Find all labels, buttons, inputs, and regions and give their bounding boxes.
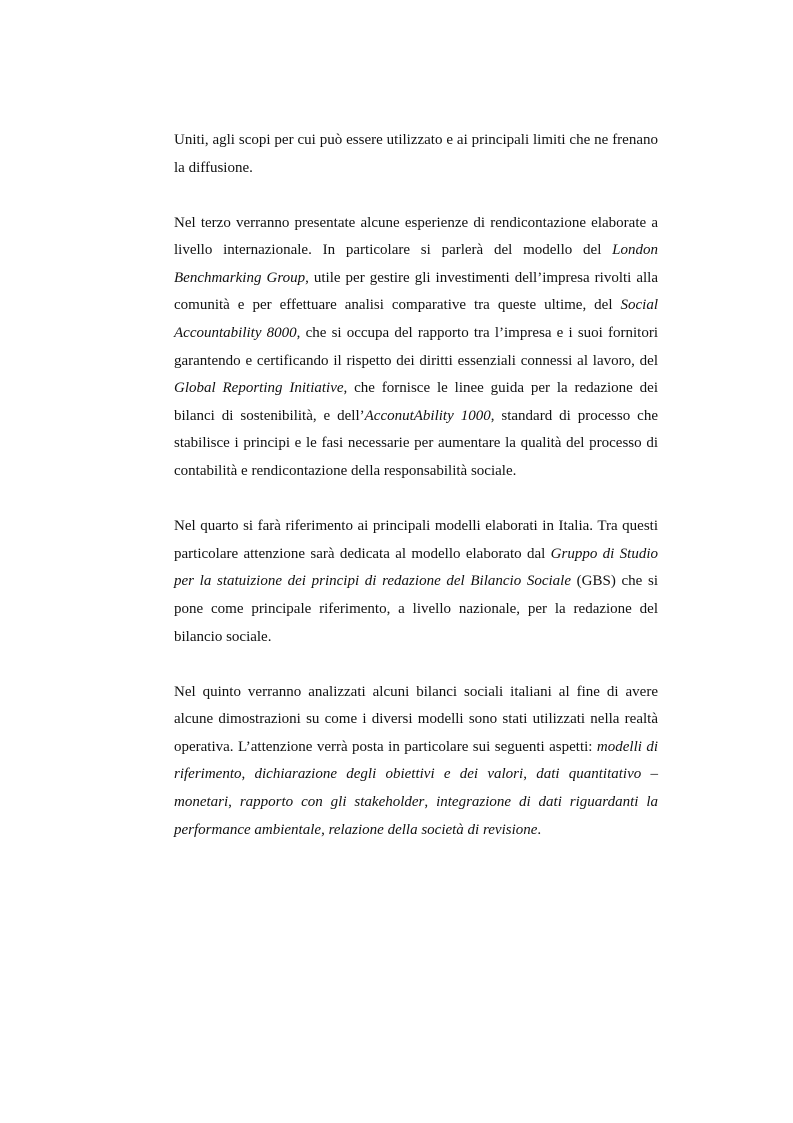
- text-segment: , standard di processo che stabilisce i principi e le fasi necessarie per aumentare la qualità del processo di contabilità e rendicontazione della responsabilità sociale.: [174, 407, 658, 480]
- text-segment: ,: [241, 766, 255, 783]
- text-segment: , che si occupa del rapporto tra l’impresa e i suoi fornitori garantendo e certificando il rispetto dei diritti essenziali connessi al lavoro, del: [174, 325, 659, 369]
- italic-term: London Benchmarking Group: [174, 242, 658, 286]
- italic-term: AcconutAbility 1000: [364, 407, 491, 424]
- text-segment: ,: [228, 793, 240, 810]
- italic-term: modelli di riferimento: [174, 738, 658, 783]
- text-segment: Uniti, agli scopi per cui può essere utilizzato e ai principali limiti che ne frenano la diffusione.: [174, 132, 658, 176]
- italic-term: Social Accountability 8000: [174, 297, 658, 342]
- paragraph-spacer: [174, 182, 658, 210]
- text-segment: (GBS) che si pone come principale riferimento, a livello nazionale, per la redazione del bilancio sociale.: [174, 573, 658, 645]
- italic-term: Gruppo di Studio per la statuizione dei principi di redazione del Bilancio Sociale: [174, 545, 658, 590]
- text-segment: Nel terzo verranno presentate alcune esperienze di rendicontazione elaborate a livello internazionale. In particolare si parlerà del modello del: [174, 214, 658, 259]
- text-segment: .: [537, 821, 542, 838]
- text-segment: ,: [424, 793, 437, 810]
- paragraph-usa-intro: [174, 127, 658, 182]
- text-segment: Nel quinto verranno analizzati alcuni bilanci sociali italiani al fine di avere alcune dimostrazioni su come i diversi modelli sono stati utilizzati nella realtà operativa. L’attenzione verrà posta in particolare sui seguenti aspetti:: [174, 683, 658, 755]
- paragraph-spacer: [174, 486, 658, 514]
- italic-term: relazione della società di revisione: [328, 821, 538, 838]
- text-segment: ,: [523, 766, 537, 783]
- italic-term: integrazione di dati riguardanti la performance ambientale: [174, 793, 659, 838]
- italic-term: dati quantitativo – monetari: [174, 766, 659, 810]
- italic-term: dichiarazione degli obiettivi e dei valori: [254, 766, 524, 783]
- italic-term: rapporto con gli stakeholder: [239, 793, 425, 810]
- paragraph-fourth-chapter: [174, 513, 658, 651]
- body-text: [174, 127, 658, 844]
- paragraph-third-chapter: [174, 210, 658, 486]
- paragraph-spacer: [174, 651, 658, 679]
- italic-term: Global Reporting Initiative: [174, 380, 344, 397]
- text-segment: , che fornisce le linee guida per la redazione dei bilanci di sostenibilità, e dell’: [174, 380, 659, 424]
- text-segment: Nel quarto si farà riferimento ai principali modelli elaborati in Italia. Tra questi particolare attenzione sarà dedicata al modello elaborato dal: [174, 518, 658, 562]
- text-segment: ,: [321, 821, 329, 838]
- text-segment: , utile per gestire gli investimenti dell’impresa rivolti alla comunità e per effettuare analisi comparative tra queste ultime, del: [174, 269, 659, 314]
- paragraph-fifth-chapter: [174, 679, 658, 845]
